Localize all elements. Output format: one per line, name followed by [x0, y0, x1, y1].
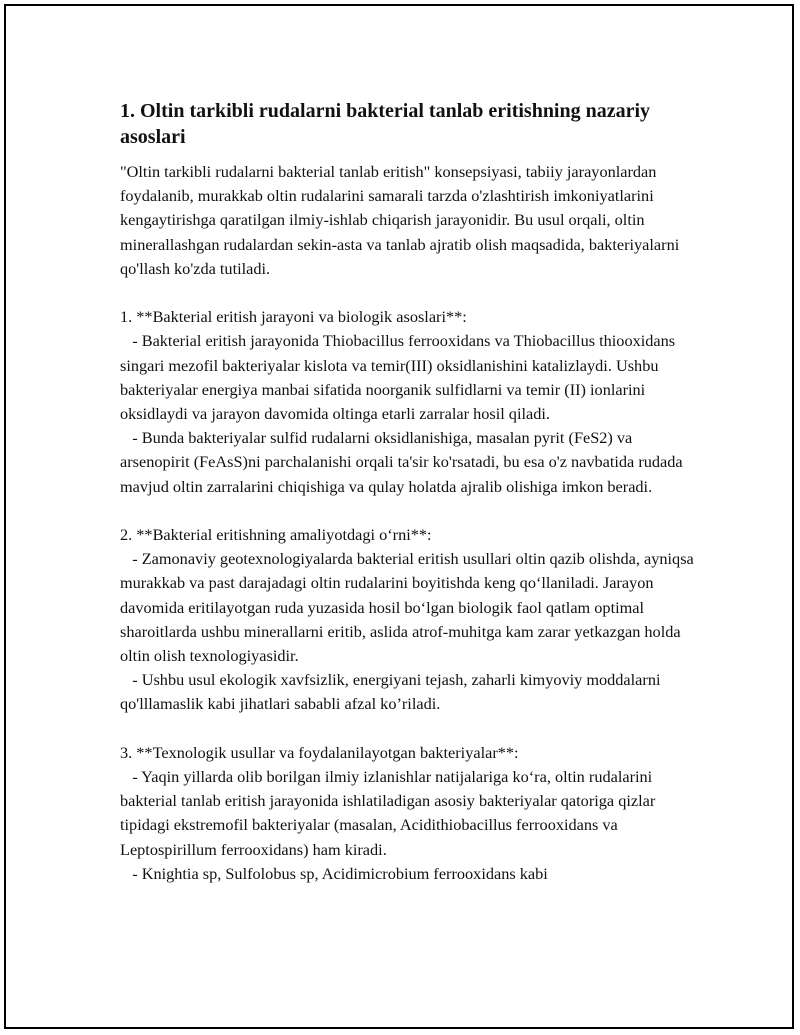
document-content	[120, 98, 700, 886]
section-2-item-2: - Ushbu usul ekologik xavfsizlik, energiyani tejash, zaharli kimyoviy moddalarni qo'lllamaslik kabi jihatlari sababli afzal ko’riladi.	[120, 670, 665, 714]
paragraph-gap	[120, 281, 700, 305]
paragraph-gap	[120, 717, 700, 741]
section-1-item-2: - Bunda bakteriyalar sulfid rudalarni oksidlanishiga, masalan pyrit (FeS2) va arsenopirit (FeAsS)ni parchalanishi orqali ta'sir ko'rsatadi, bu esa o'z navbatida rudada mavjud oltin zarralarini chiqishiga va qulay holatda ajralib olishiga imkon beradi.	[120, 428, 687, 496]
section-3-heading: 3. **Texnologik usullar va foydalanilayotgan bakteriyalar**:	[120, 742, 519, 762]
document-title: 1. Oltin tarkibli rudalarni bakterial tanlab eritishning nazariy asoslari	[120, 100, 651, 148]
intro-paragraph: "Oltin tarkibli rudalarni bakterial tanlab eritish" konsepsiyasi, tabiiy jarayonlardan foydalanib, murakkab oltin rudalarini samarali tarzda o'zlashtirish imkoniyatlarini kengaytirishga qaratilgan ilmiy-ishlab chiqarish jarayonidir. Bu usul orqali, oltin minerallashgan rudalardan sekin-asta va tanlab ajratib olish maqsadida, bakteriyalarni qo'llash ko'zda tutiladi.	[120, 162, 684, 278]
paragraph-gap	[120, 499, 700, 523]
document-page	[4, 4, 794, 1029]
section-3-item-1: - Yaqin yillarda olib borilgan ilmiy izlanishlar natijalariga ko‘ra, oltin rudalarini bakterial tanlab eritish jarayonida ishlatiladigan asosiy bakteriyalar qatoriga qizlar tipidagi ekstremofil bakteriyalar (masalan, Acidithiobacillus ferrooxidans va Leptospirillum ferrooxidans) ham kiradi.	[120, 767, 660, 859]
section-2-heading: 2. **Bakterial eritishning amaliyotdagi o‘rni**:	[120, 525, 432, 545]
section-2-item-1: - Zamonaviy geotexnologiyalarda bakterial eritish usullari oltin qazib olishda, ayniqsa murakkab va past darajadagi oltin rudalarini boyitishda keng qo‘llaniladi. Jarayon davomida eritilayotgan ruda yuzasida hosil bo‘lgan biologik faol qatlam optimal sharoitlarda ushbu minerallarni eritib, aslida atrof-muhitga kam zarar yetkazgan holda oltin olish texnologiyasidir.	[120, 549, 698, 666]
section-1-item-1: - Bakterial eritish jarayonida Thiobacillus ferrooxidans va Thiobacillus thiooxidans singari mezofil bakteriyalar kislota va temir(III) oksidlanishini katalizlaydi. Ushbu bakteriyalar energiya manbai sifatida noorganik sulfidlarni va temir (II) ionlarini oksidlaydi va jarayon davomida oltinga etarli zarralar hosil qiladi.	[120, 331, 680, 424]
section-3-item-2: - Knightia sp, Sulfolobus sp, Acidimicrobium ferrooxidans kabi	[120, 863, 548, 883]
section-1-heading: 1. **Bakterial eritish jarayoni va biologik asoslari**:	[120, 307, 467, 327]
